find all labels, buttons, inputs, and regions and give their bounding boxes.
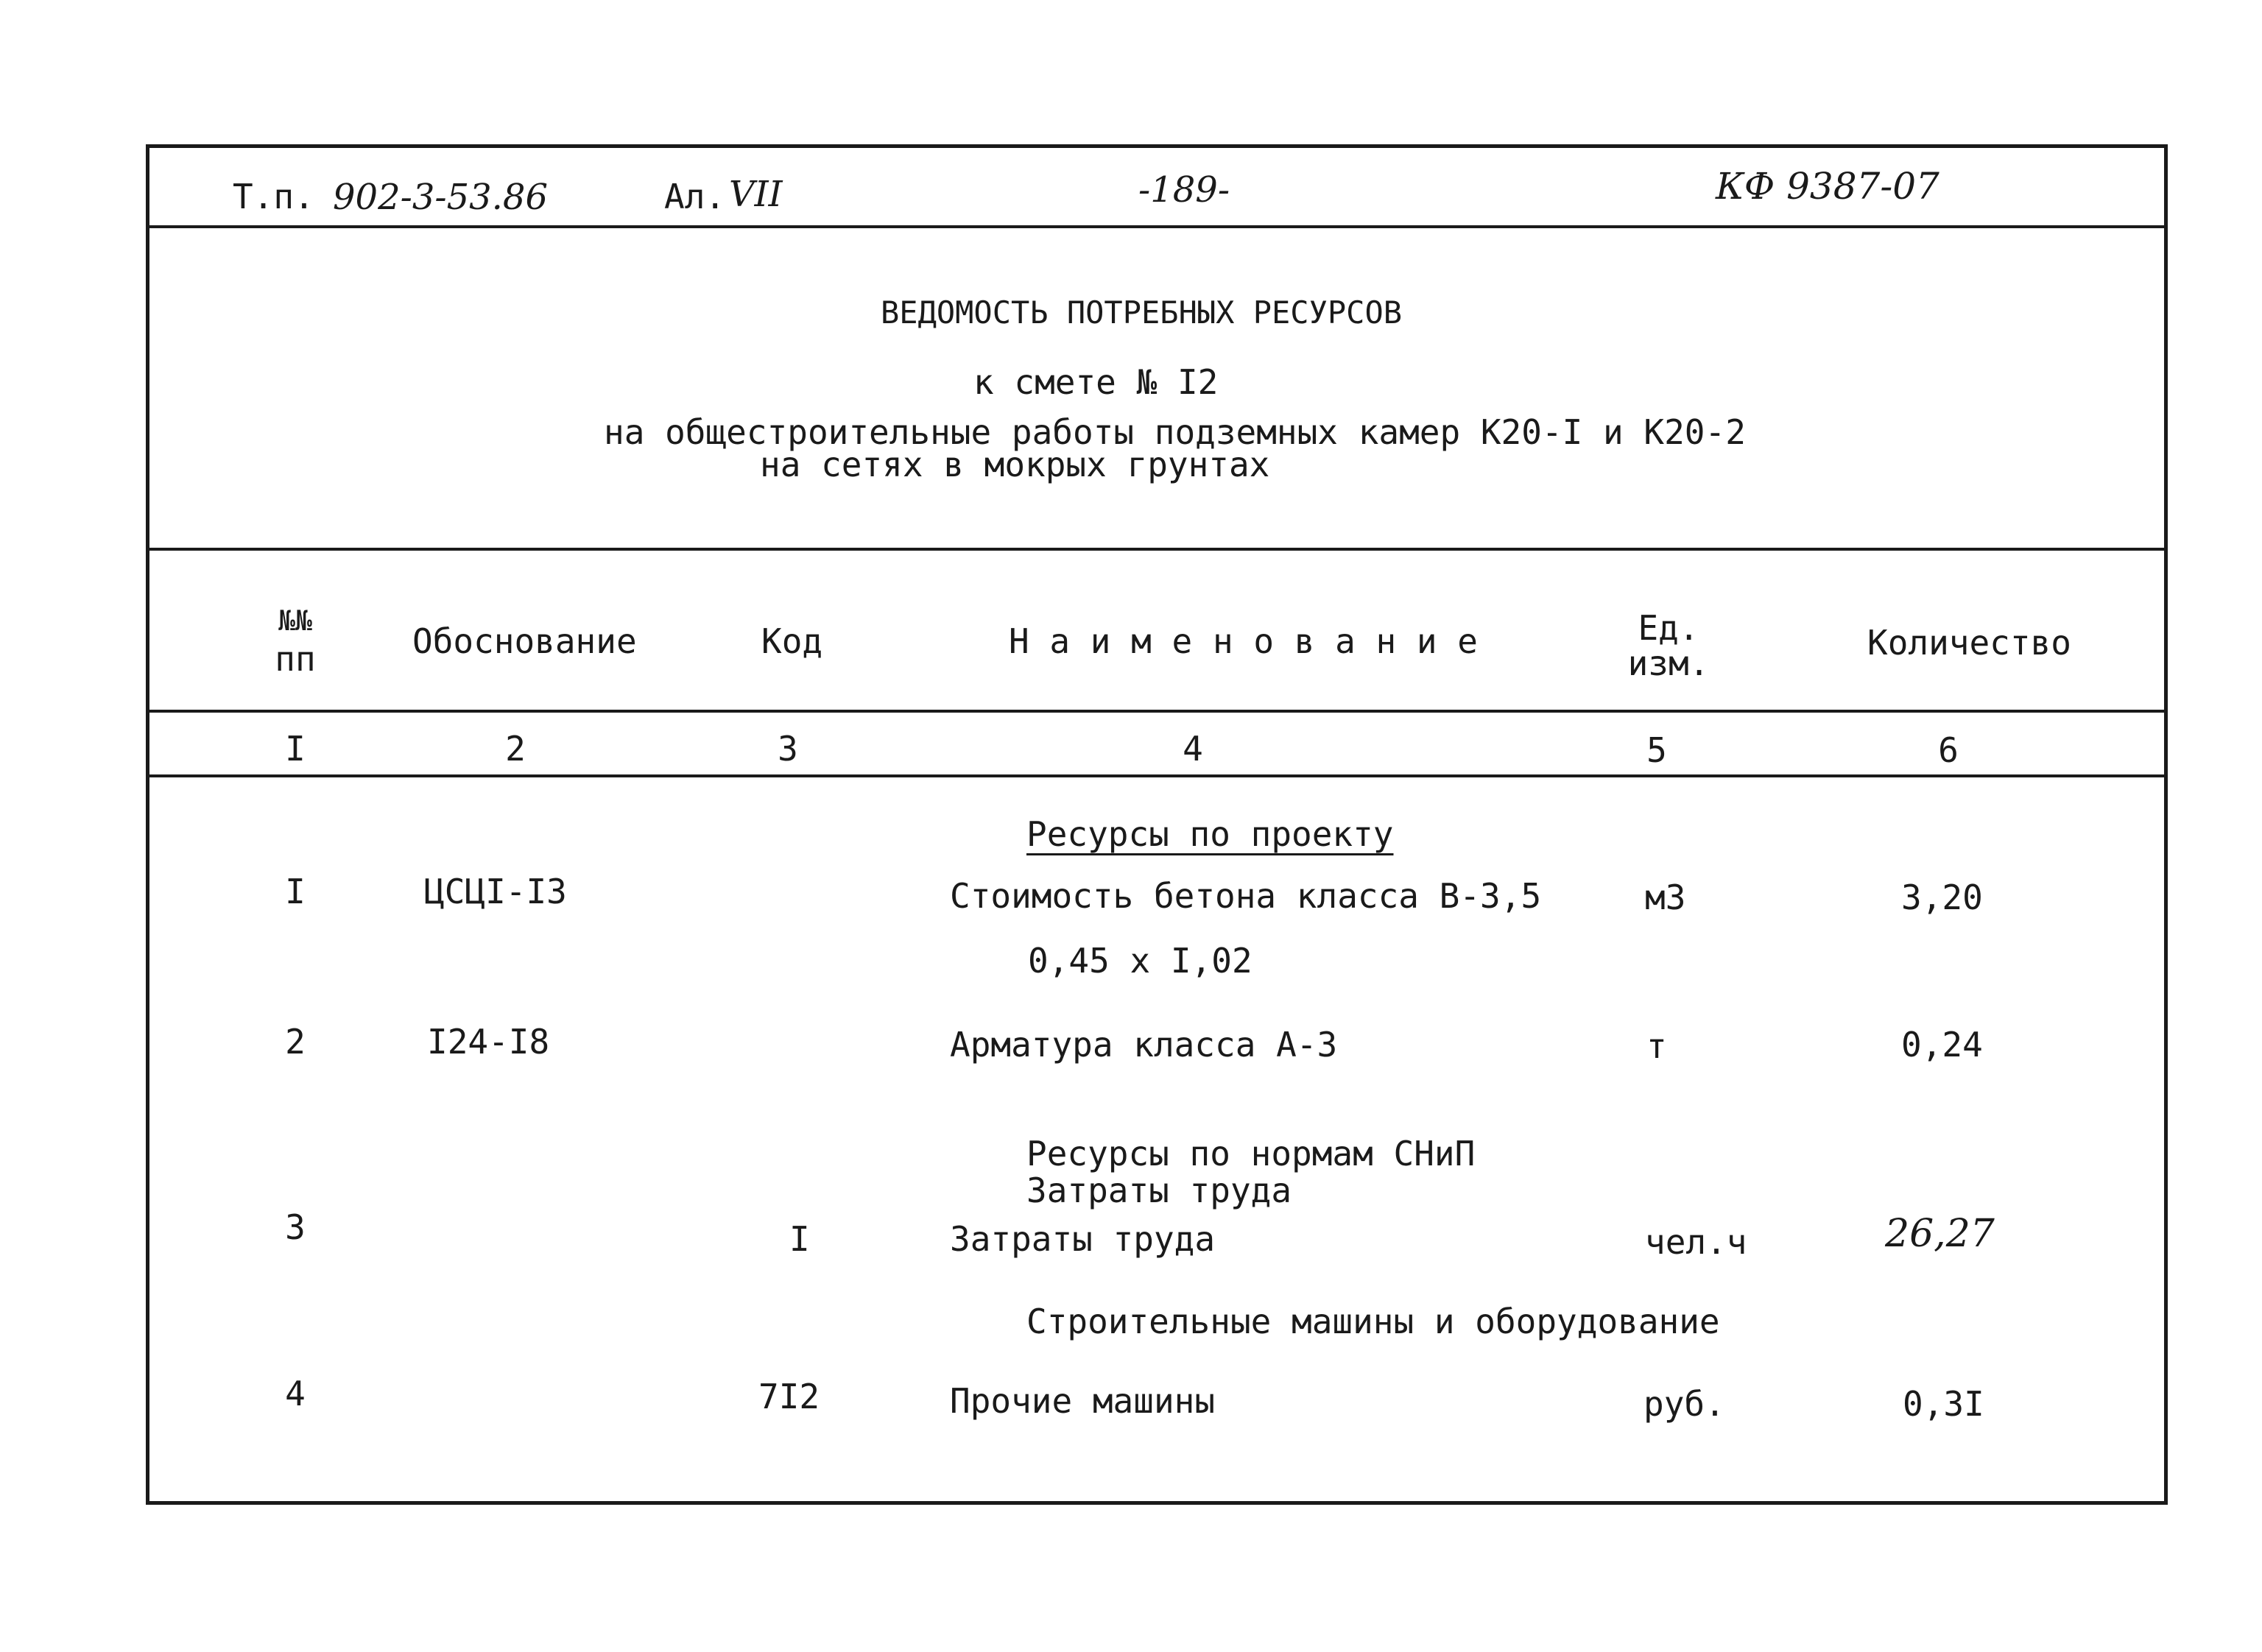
- row-4-code: 7I2: [758, 1377, 820, 1416]
- row-3-name: Затраты труда: [950, 1219, 1216, 1259]
- section-labor-costs: Затраты труда: [1026, 1171, 1292, 1210]
- column-number: 2: [505, 729, 526, 769]
- column-number: 3: [778, 729, 798, 769]
- estimate-number: к смете № I2: [973, 362, 1219, 402]
- row-2-basis: I24-I8: [427, 1022, 550, 1062]
- row-1-unit: м3: [1645, 878, 1686, 917]
- page-number: -189-: [1138, 169, 1230, 211]
- row-3-quantity: 26,27: [1885, 1212, 1995, 1256]
- row-4-name: Прочие машины: [950, 1381, 1216, 1421]
- doc-code: КФ 9387-07: [1716, 165, 1939, 208]
- title-line-3: на общестроительные работы подземных камер К20-I и К20-2: [604, 412, 1746, 452]
- column-number: 4: [1183, 729, 1203, 769]
- tp-number: 902-3-53.86: [333, 177, 549, 218]
- row-2-name: Арматура класса А-3: [950, 1025, 1338, 1065]
- section-project-resources: Ресурсы по проекту: [1026, 814, 1394, 854]
- row-2-unit: т: [1646, 1026, 1667, 1066]
- row-3-num: 3: [285, 1207, 306, 1247]
- row-1-num: I: [285, 872, 306, 911]
- col-quantity: Количество: [1867, 623, 2071, 663]
- column-number: 6: [1938, 730, 1959, 770]
- row-4-quantity: 0,3I: [1903, 1384, 1984, 1424]
- section-construction-machines: Строительные машины и оборудование: [1026, 1302, 1720, 1341]
- col-num-bottom: пп: [275, 639, 316, 679]
- column-number-divider: [147, 774, 2168, 777]
- col-code: Код: [761, 621, 823, 661]
- col-num-top: №№: [278, 604, 312, 637]
- row-4-num: 4: [285, 1374, 306, 1413]
- row-4-unit: руб.: [1643, 1384, 1725, 1424]
- header-divider: [147, 225, 2168, 228]
- col-name: Н а и м е н о в а н и е: [1009, 621, 1478, 661]
- section-norm-resources: Ресурсы по нормам СНиП: [1026, 1134, 1476, 1173]
- row-2-quantity: 0,24: [1901, 1025, 1983, 1065]
- title-divider: [147, 548, 2168, 551]
- album-label: Ал.: [664, 177, 726, 216]
- title-line-4: на сетях в мокрых грунтах: [760, 445, 1270, 484]
- col-unit-top: Ед.: [1638, 608, 1699, 648]
- tp-label: Т.п.: [233, 177, 314, 216]
- document-title: ВЕДОМОСТЬ ПОТРЕБНЫХ РЕСУРСОВ: [881, 294, 1403, 331]
- col-unit-bottom: изм.: [1627, 643, 1710, 683]
- column-header-divider: [147, 710, 2168, 713]
- row-1-note: 0,45 х I,02: [1028, 941, 1252, 981]
- column-number: I: [285, 729, 306, 769]
- row-1-basis: ЦСЦI-I3: [424, 872, 567, 911]
- row-3-unit: чел.ч: [1645, 1222, 1747, 1262]
- album-number: VII: [729, 174, 783, 215]
- col-basis: Обоснование: [412, 621, 637, 661]
- row-1-name: Стоимость бетона класса В-3,5: [950, 876, 1542, 916]
- row-2-num: 2: [285, 1022, 306, 1062]
- column-number: 5: [1646, 730, 1667, 770]
- row-3-code: I: [789, 1219, 810, 1259]
- row-1-quantity: 3,20: [1901, 878, 1983, 917]
